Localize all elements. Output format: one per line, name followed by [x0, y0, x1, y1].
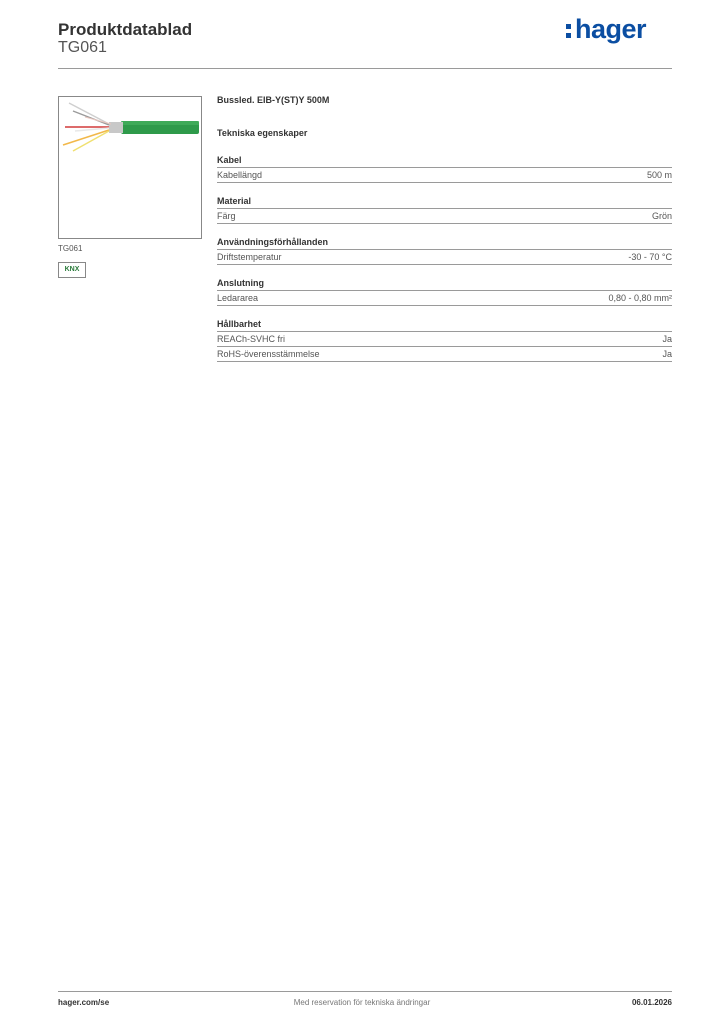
footer-date: 06.01.2026 — [631, 998, 672, 1007]
spec-value: 500 m — [646, 170, 672, 180]
spec-value: Ja — [662, 349, 672, 359]
spec-label: Färg — [217, 211, 236, 221]
spec-label: RoHS-överensstämmelse — [217, 349, 320, 359]
group-title: Material — [217, 195, 672, 209]
spec-label: Kabellängd — [217, 170, 263, 180]
image-caption: TG061 — [58, 244, 83, 253]
logo-dots-icon — [566, 22, 572, 40]
spec-label: Ledararea — [217, 293, 259, 303]
spec-row — [217, 291, 672, 306]
product-image — [58, 96, 202, 239]
spec-value: Grön — [651, 211, 672, 221]
spec-group-anslutning — [217, 277, 672, 306]
product-code: TG061 — [58, 39, 107, 56]
spec-row — [217, 250, 672, 265]
header-divider — [58, 68, 672, 69]
group-title: Hållbarhet — [217, 318, 672, 332]
group-title: Anslutning — [217, 277, 672, 291]
document-title: Produktdatablad — [58, 20, 193, 39]
group-title: Kabel — [217, 154, 672, 168]
spec-group-material — [217, 195, 672, 224]
section-heading: Tekniska egenskaper — [217, 128, 308, 138]
spec-row — [217, 347, 672, 362]
spec-row — [217, 209, 672, 224]
footer-website: hager.com/se — [58, 998, 110, 1007]
spec-value: Ja — [662, 334, 672, 344]
knx-badge: KNX — [58, 262, 86, 278]
spec-group-anvandningsforhallanden — [217, 236, 672, 265]
spec-row — [217, 168, 672, 183]
footer-disclaimer: Med reservation för tekniska ändringar — [293, 998, 431, 1007]
hager-logo — [566, 14, 646, 45]
logo-text: hager — [575, 14, 647, 44]
spec-value: -30 - 70 °C — [628, 252, 672, 262]
footer-divider — [58, 991, 672, 992]
spec-label: REACh-SVHC fri — [217, 334, 286, 344]
spec-row — [217, 332, 672, 347]
product-specs — [217, 95, 672, 362]
product-name: Bussled. EIB-Y(ST)Y 500M — [217, 95, 330, 105]
cable-image-icon — [59, 97, 201, 238]
spec-value: 0,80 - 0,80 mm² — [608, 293, 672, 303]
spec-group-kabel — [217, 154, 672, 183]
spec-label: Driftstemperatur — [217, 252, 282, 262]
group-title: Användningsförhållanden — [217, 236, 672, 250]
spec-group-hallbarhet — [217, 318, 672, 362]
